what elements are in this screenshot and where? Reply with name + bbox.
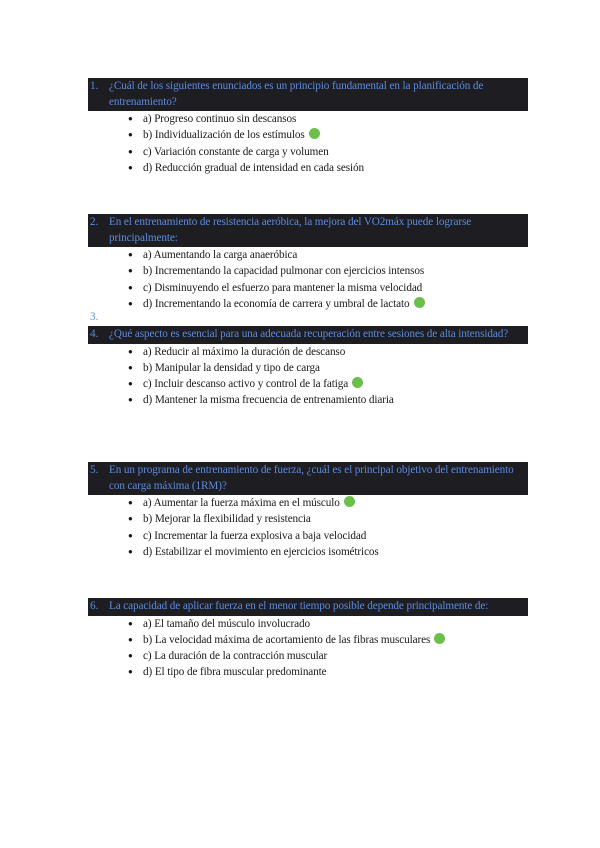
bullet-icon: ● [128,530,133,540]
empty-list-item-number: 3. [90,311,99,323]
bullet-icon: ● [128,130,133,140]
bullet-icon: ● [128,634,133,644]
option-item [88,528,528,544]
option-text: d) Incrementando la economía de carrera y umbral de lactato [143,297,410,310]
question-block-5 [88,462,528,560]
option-list [88,616,528,681]
question-text: En un programa de entrenamiento de fuerza, ¿cuál es el principal objetivo del entrenamiento con carga máxima (1RM)? [109,464,514,492]
option-item [88,392,528,408]
bullet-icon: ● [128,250,133,259]
question-header [88,462,528,495]
option-text: d) Reducción gradual de intensidad en cada sesión [143,161,364,174]
option-item [88,160,528,176]
bullet-icon: ● [128,395,133,405]
option-item [88,495,528,511]
question-number: 6. [90,600,99,612]
option-item [88,511,528,527]
green-circle-icon [414,297,425,308]
option-list [88,495,528,560]
option-item [88,280,528,296]
question-block-6 [88,598,528,681]
option-item [88,360,528,376]
bullet-icon: ● [128,346,133,356]
question-text: En el entrenamiento de resistencia aeróbica, la mejora del VO2máx puede lograrse principalmente: [109,216,472,244]
question-header [88,214,528,247]
question-number: 4. [90,328,99,340]
option-text: b) Incrementando la capacidad pulmonar con ejercicios intensos [143,265,425,278]
bullet-icon: ● [128,498,133,507]
question-number: 2. [90,216,99,228]
bullet-icon: ● [128,651,133,661]
question-block-4 [88,326,528,409]
option-text: c) Disminuyendo el esfuerzo para mantener la misma velocidad [143,281,423,294]
bullet-icon: ● [128,514,133,524]
green-circle-icon [352,377,363,388]
bullet-icon: ● [128,618,133,628]
option-text: b) Individualización de los estímulos [143,129,305,142]
option-text: a) Aumentando la carga anaeróbica [143,249,298,261]
option-item [88,344,528,360]
question-header [88,326,528,344]
option-text: d) El tipo de fibra muscular predominante [143,666,327,679]
option-text: a) El tamaño del músculo involucrado [143,617,310,630]
option-item [88,127,528,143]
option-item [88,664,528,680]
option-list [88,111,528,176]
green-circle-icon [344,496,355,507]
option-text: d) Estabilizar el movimiento en ejercicios isométricos [143,545,379,558]
option-text: b) Mejorar la flexibilidad y resistencia [143,513,311,526]
option-text: a) Progreso continuo sin descansos [143,113,297,125]
option-text: d) Mantener la misma frecuencia de entrenamiento diaria [143,394,394,407]
question-text: ¿Cuál de los siguientes enunciados es un principio fundamental en la planificación de entrenamiento? [109,80,484,108]
question-text: La capacidad de aplicar fuerza en el menor tiempo posible depende principalmente de: [109,600,489,612]
question-block-1 [88,78,528,176]
bullet-icon: ● [128,282,133,292]
bullet-icon: ● [128,362,133,372]
question-text: ¿Qué aspecto es esencial para una adecuada recuperación entre sesiones de alta intensidad? [109,328,509,340]
option-item [88,144,528,160]
option-text: c) La duración de la contracción muscular [143,650,328,663]
green-circle-icon [434,633,445,644]
bullet-icon: ● [128,162,133,172]
bullet-icon: ● [128,298,133,308]
question-header [88,78,528,111]
question-block-2 [88,214,528,312]
option-text: b) La velocidad máxima de acortamiento de las fibras musculares [143,633,431,646]
option-item [88,376,528,392]
option-list [88,344,528,409]
option-item [88,632,528,648]
bullet-icon: ● [128,114,133,123]
question-number: 1. [90,80,99,92]
option-item [88,544,528,560]
option-item [88,648,528,664]
option-item [88,263,528,279]
option-item [88,616,528,632]
bullet-icon: ● [128,266,133,276]
bullet-icon: ● [128,667,133,677]
option-text: c) Variación constante de carga y volumen [143,145,329,158]
green-circle-icon [309,128,320,139]
bullet-icon: ● [128,379,133,389]
question-number: 5. [90,464,99,476]
bullet-icon: ● [128,546,133,556]
option-item [88,247,528,263]
bullet-icon: ● [128,146,133,156]
option-list [88,247,528,312]
option-text: c) Incluir descanso activo y control de la fatiga [143,378,349,391]
option-text: c) Incrementar la fuerza explosiva a baja velocidad [143,529,367,542]
option-text: a) Reducir al máximo la duración de descanso [143,345,346,358]
option-item [88,296,528,312]
option-text: b) Manipular la densidad y tipo de carga [143,361,320,374]
question-header [88,598,528,616]
option-text: a) Aumentar la fuerza máxima en el músculo [143,497,340,509]
option-item [88,111,528,127]
